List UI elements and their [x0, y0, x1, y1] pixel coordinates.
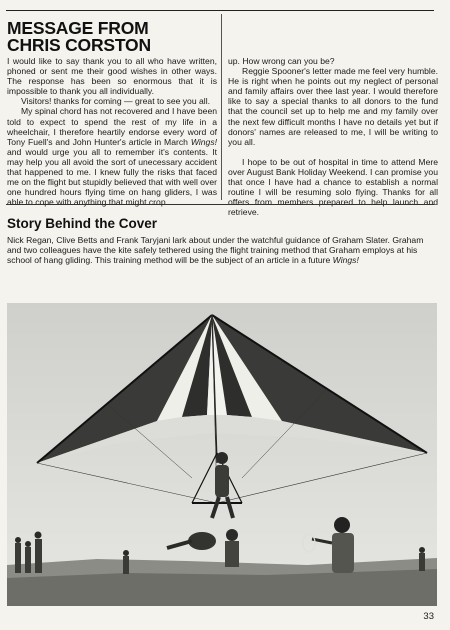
article-left-column: [7, 56, 217, 207]
top-rule: [6, 10, 434, 11]
column-divider: [221, 14, 222, 200]
hang-glider-photo: [7, 303, 437, 606]
section-rule: [6, 204, 434, 205]
headline-line-1: MESSAGE FROM: [7, 18, 149, 38]
article-headline: [7, 20, 217, 54]
magazine-name: Wings!: [190, 136, 218, 147]
page-number: 33: [423, 611, 434, 622]
article-paragraph: Reggie Spooner's letter made me feel very humble. He is right when he points out my neglect of personal and family affairs over thee last year. I would therefore like to say a special thanks to all donors to the fund that the council set up to help me and my family over the next few difficult months I have no details yet but if donors' names are released to me, I will be writing to you all.: [228, 66, 438, 147]
article-paragraph: I hope to be out of hospital in time to attend Mere over August Bank Holiday Weekend. I can promise you that once I have had a chance to establish a normal routine I will be resuming solo flying. Thanks for all offers from members prepared to help launch and retrieve.: [228, 156, 438, 218]
hang-glider-illustration: [7, 303, 437, 606]
article-paragraph: I would like to say thank you to all who have written, phoned or sent me their good wishes in other ways. The response has been so enormous that it is impossible to thank you all individually.: [7, 56, 217, 97]
paragraph-text: and would urge you all to remember it's contents. It may help you all avoid the sort of unecessary accident that happened to me. I knew fully the risks that faced me on the flight but stupidly believed that with well over one hundred hours flying time on hang gliders, I was able to cope with anything that might crop: [7, 146, 217, 208]
paragraph-text: My spinal chord has not recovered and I have been told to expect to spend the rest of my life in a wheelchair, I therefore heartily endorse every word of Tony Fuell's and John Hunter's article in March: [7, 106, 217, 147]
cover-story-text: [7, 235, 435, 265]
headline-line-2: CHRIS CORSTON: [7, 35, 151, 55]
article-paragraph: [7, 106, 217, 207]
article-paragraph: up. How wrong can you be?: [228, 56, 335, 66]
cover-story-title: Story Behind the Cover: [7, 216, 158, 231]
cover-story-body: Nick Regan, Clive Betts and Frank Taryjani lark about under the watchful guidance of Graham Slater. Graham and two colleagues have the kite safely tethered using the flight training method that Graham employs at his school of hang gliding. This training method will be the subject of an article in a future: [7, 235, 424, 266]
article-right-column: [228, 56, 438, 218]
magazine-name: Wings!: [332, 255, 359, 266]
article-paragraph: Visitors! thanks for coming — great to see you all.: [21, 96, 210, 107]
